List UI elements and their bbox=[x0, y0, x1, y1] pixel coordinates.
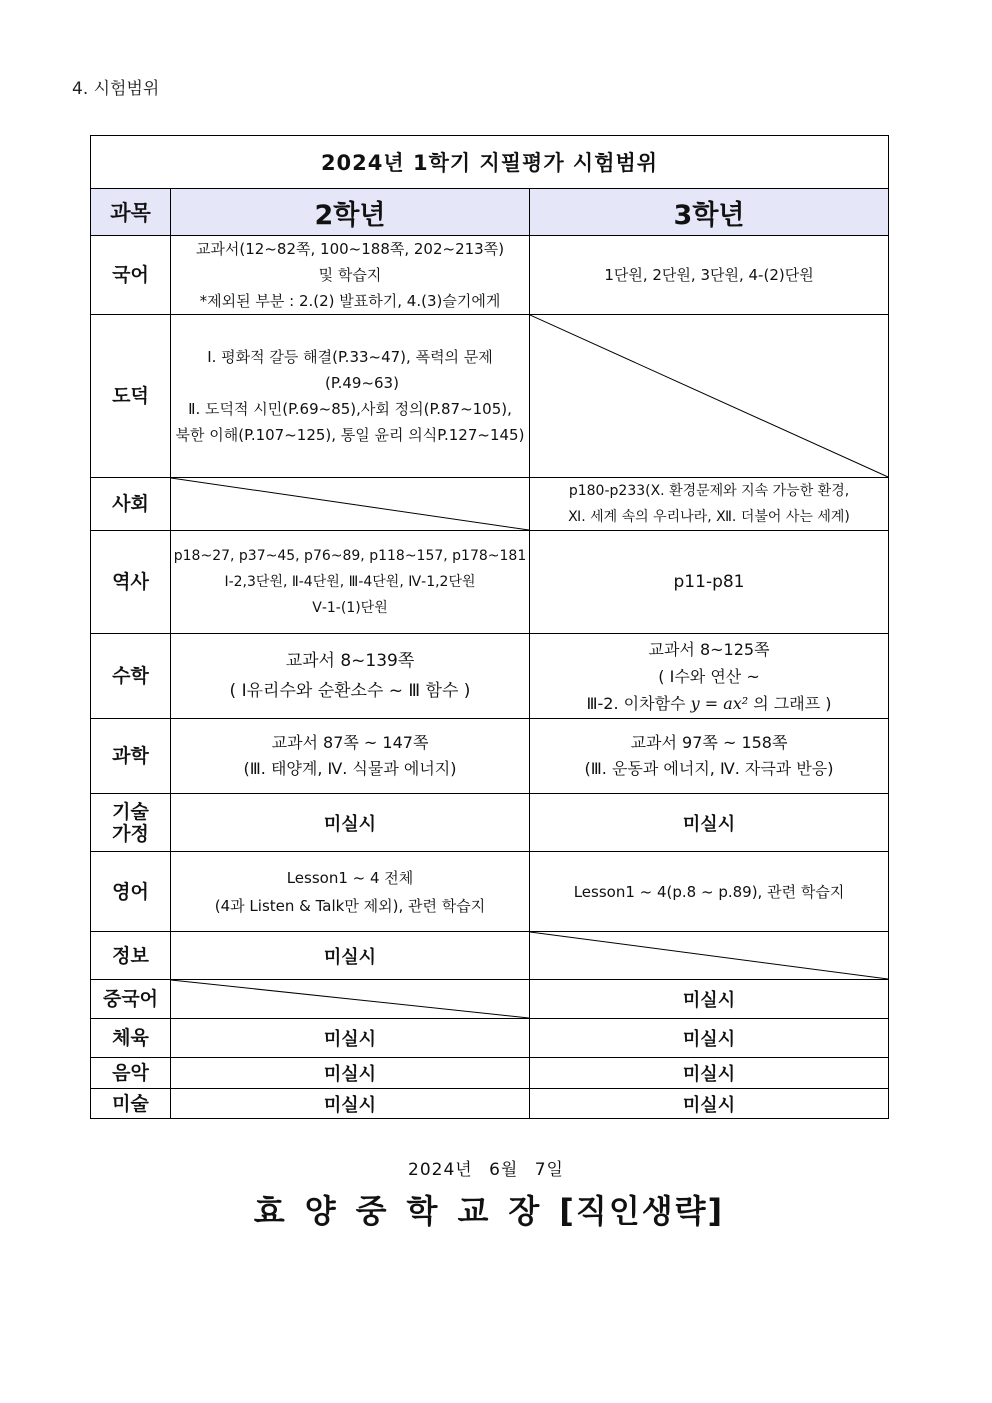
korean-grade2-line: 및 학습지 bbox=[318, 266, 382, 284]
subject-english: 영어 bbox=[91, 852, 171, 932]
ethics-grade2-line: (P.49~63) bbox=[325, 374, 399, 392]
info-grade3-empty bbox=[530, 932, 889, 980]
row-history bbox=[91, 531, 889, 634]
art-grade3: 미실시 bbox=[530, 1089, 889, 1119]
row-chinese bbox=[91, 980, 889, 1019]
row-art bbox=[91, 1089, 889, 1119]
math-grade3 bbox=[530, 634, 889, 719]
music-grade2: 미실시 bbox=[171, 1058, 530, 1089]
history-grade2-line: Ⅰ-2,3단원, Ⅱ-4단원, Ⅲ-4단원, Ⅳ-1,2단원 bbox=[224, 574, 476, 590]
row-korean bbox=[91, 236, 889, 315]
diagonal-slash bbox=[171, 478, 529, 530]
korean-grade3: 1단원, 2단원, 3단원, 4-(2)단원 bbox=[530, 236, 889, 315]
principal-signature bbox=[0, 1186, 978, 1232]
tech-grade3: 미실시 bbox=[530, 794, 889, 852]
history-grade2-line: p18~27, p37~45, p76~89, p118~157, p178~181 bbox=[173, 548, 527, 564]
math-grade3-suffix: 의 그래프 ) bbox=[753, 693, 832, 713]
ethics-grade2-line: Ⅰ. 평화적 갈등 해결(P.33~47), 폭력의 문제 bbox=[207, 348, 493, 366]
header-grade3: 3학년 bbox=[530, 189, 889, 236]
subject-science: 과학 bbox=[91, 719, 171, 794]
tech-grade2: 미실시 bbox=[171, 794, 530, 852]
section-heading: 4. 시험범위 bbox=[72, 79, 160, 99]
header-grade2: 2학년 bbox=[171, 189, 530, 236]
english-grade3: Lesson1 ~ 4(p.8 ~ p.89), 관련 학습지 bbox=[530, 852, 889, 932]
art-grade2: 미실시 bbox=[171, 1089, 530, 1119]
history-grade3: p11-p81 bbox=[530, 531, 889, 634]
math-grade3-line: ( Ⅰ수와 연산 ~ bbox=[658, 666, 760, 686]
chinese-grade3: 미실시 bbox=[530, 980, 889, 1019]
math-grade3-prefix: Ⅲ-2. 이차함수 bbox=[586, 693, 686, 713]
science-grade2-line: 교과서 87쪽 ~ 147쪽 bbox=[271, 733, 429, 752]
ethics-grade3-empty bbox=[530, 315, 889, 478]
row-math bbox=[91, 634, 889, 719]
subject-ethics: 도덕 bbox=[91, 315, 171, 478]
quadratic-formula: y = ax² bbox=[690, 693, 749, 713]
row-tech bbox=[91, 794, 889, 852]
english-grade2-line: (4과 Listen & Talk만 제외), 관련 학습지 bbox=[214, 896, 486, 915]
subject-chinese: 중국어 bbox=[91, 980, 171, 1019]
english-grade2 bbox=[171, 852, 530, 932]
diagonal-slash bbox=[171, 980, 529, 1018]
ethics-grade2 bbox=[171, 315, 530, 478]
subject-korean: 국어 bbox=[91, 236, 171, 315]
row-english bbox=[91, 852, 889, 932]
subject-tech-line: 가정 bbox=[112, 822, 149, 845]
seal-omitted-note: [직인생략] bbox=[559, 1192, 725, 1230]
header-subject: 과목 bbox=[91, 189, 171, 236]
subject-social: 사회 bbox=[91, 478, 171, 531]
subject-math: 수학 bbox=[91, 634, 171, 719]
science-grade3 bbox=[530, 719, 889, 794]
diagonal-slash bbox=[530, 932, 888, 979]
english-grade2-line: Lesson1 ~ 4 전체 bbox=[286, 868, 414, 887]
social-grade3-line: p180-p233(Ⅹ. 환경문제와 지속 가능한 환경, bbox=[568, 483, 850, 499]
subject-art: 미술 bbox=[91, 1089, 171, 1119]
korean-grade2-line: 교과서(12~82쪽, 100~188쪽, 202~213쪽) bbox=[195, 240, 505, 258]
row-music bbox=[91, 1058, 889, 1089]
math-grade2-line: 교과서 8~139쪽 bbox=[285, 651, 415, 671]
science-grade2 bbox=[171, 719, 530, 794]
info-grade2: 미실시 bbox=[171, 932, 530, 980]
issue-date: 2024년 6월 7일 bbox=[408, 1160, 564, 1180]
table-title: 2024년 1학기 지필평가 시험범위 bbox=[91, 136, 889, 189]
history-grade2 bbox=[171, 531, 530, 634]
chinese-grade2-empty bbox=[171, 980, 530, 1019]
subject-history: 역사 bbox=[91, 531, 171, 634]
history-grade2-line: Ⅴ-1-(1)단원 bbox=[312, 600, 388, 616]
social-grade3 bbox=[530, 478, 889, 531]
math-grade2-line: ( Ⅰ유리수와 순환소수 ~ Ⅲ 함수 ) bbox=[229, 681, 471, 701]
pe-grade3: 미실시 bbox=[530, 1019, 889, 1058]
diagonal-slash bbox=[530, 315, 888, 477]
social-grade3-line: Ⅺ. 세계 속의 우리나라, Ⅻ. 더불어 사는 세계) bbox=[568, 509, 850, 525]
ethics-grade2-line: Ⅱ. 도덕적 시민(P.69~85),사회 정의(P.87~105), bbox=[188, 400, 512, 418]
math-grade3-line: 교과서 8~125쪽 bbox=[648, 639, 770, 659]
math-grade3-line bbox=[530, 690, 888, 717]
subject-tech-line: 기술 bbox=[112, 800, 149, 823]
subject-info: 정보 bbox=[91, 932, 171, 980]
row-social bbox=[91, 478, 889, 531]
pe-grade2: 미실시 bbox=[171, 1019, 530, 1058]
korean-grade2-line: *제외된 부분 : 2.(2) 발표하기, 4.(3)슬기에게 bbox=[199, 292, 501, 310]
subject-tech bbox=[91, 794, 171, 852]
science-grade3-line: 교과서 97쪽 ~ 158쪽 bbox=[630, 733, 788, 752]
row-pe bbox=[91, 1019, 889, 1058]
row-info bbox=[91, 932, 889, 980]
subject-music: 음악 bbox=[91, 1058, 171, 1089]
music-grade3: 미실시 bbox=[530, 1058, 889, 1089]
row-science bbox=[91, 719, 889, 794]
science-grade3-line: (Ⅲ. 운동과 에너지, Ⅳ. 자극과 반응) bbox=[584, 759, 834, 778]
ethics-grade2-line: 북한 이해(P.107~125), 통일 윤리 의식P.127~145) bbox=[175, 426, 525, 444]
social-grade2-empty bbox=[171, 478, 530, 531]
exam-scope-table bbox=[90, 135, 889, 1119]
subject-pe: 체육 bbox=[91, 1019, 171, 1058]
signature-name: 효양중학교장 bbox=[253, 1192, 560, 1230]
row-ethics bbox=[91, 315, 889, 478]
science-grade2-line: (Ⅲ. 태양계, Ⅳ. 식물과 에너지) bbox=[243, 759, 457, 778]
korean-grade2 bbox=[171, 236, 530, 315]
math-grade2 bbox=[171, 634, 530, 719]
